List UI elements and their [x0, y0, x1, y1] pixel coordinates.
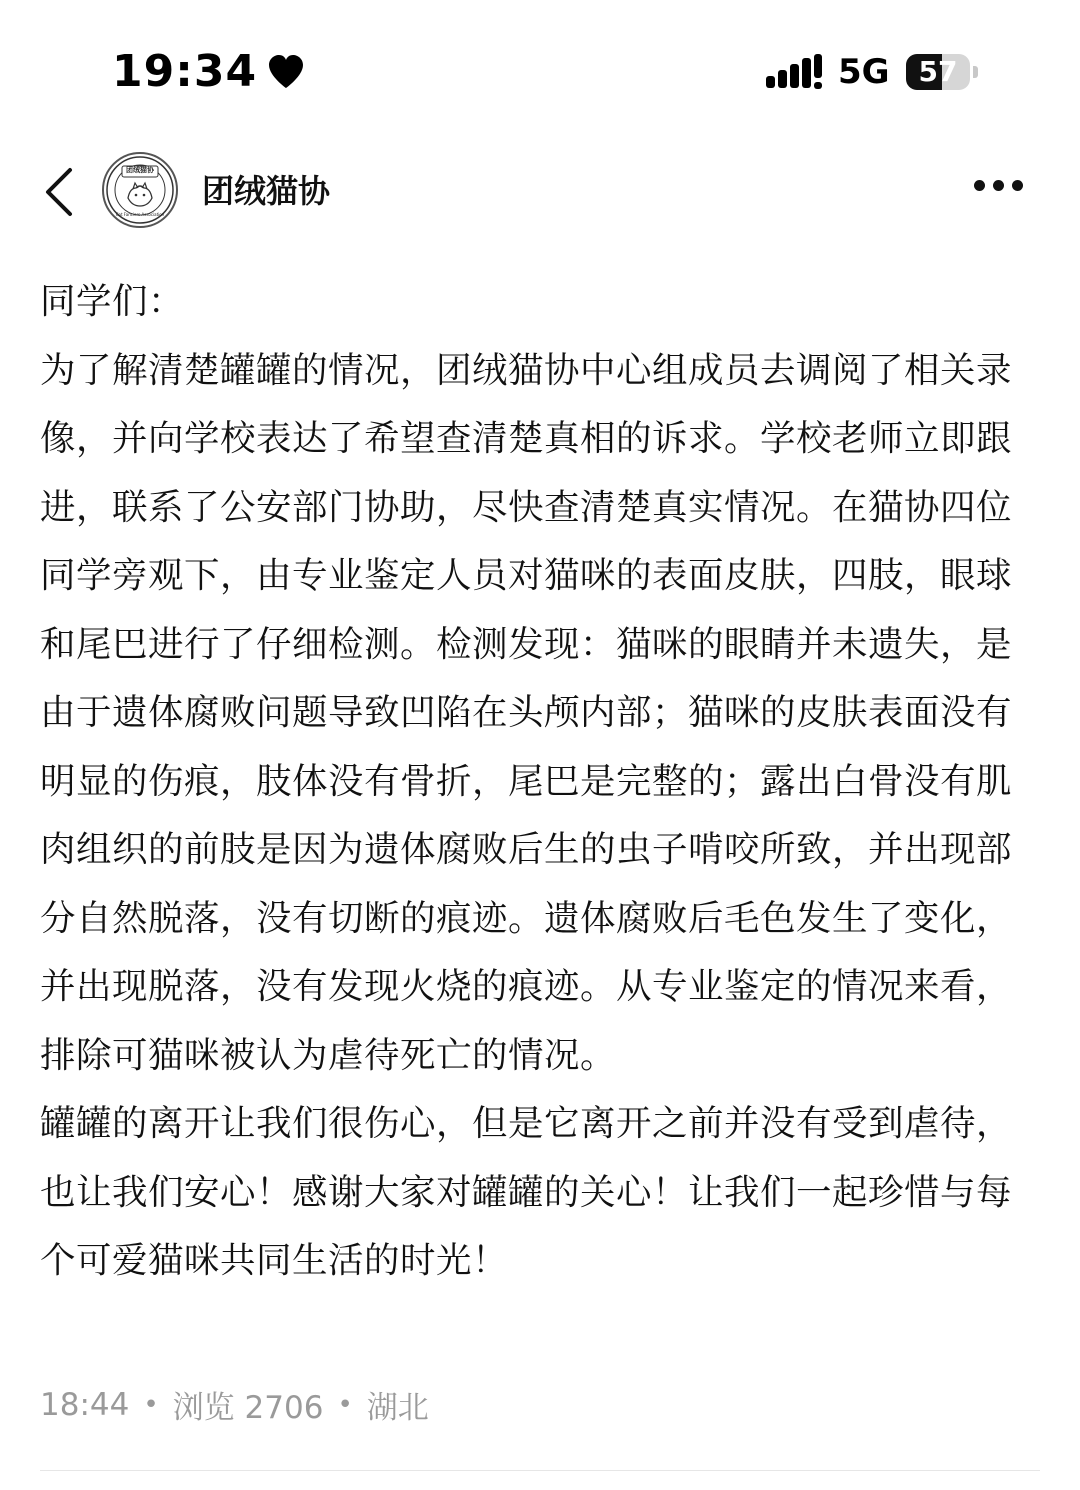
avatar[interactable] — [102, 152, 178, 228]
back-icon — [48, 170, 70, 214]
view-count: 浏览 2706 — [172, 1390, 324, 1426]
network-type: 5G — [838, 52, 890, 92]
avatar-ring-text: Cat Fanciers Association — [115, 212, 165, 217]
more-icon — [974, 180, 985, 191]
divider — [40, 1470, 1040, 1471]
post-paragraph: 罐罐的离开让我们很伤心，但是它离开之前并没有受到虐待，也让我们安心！感谢大家对罐罐的关心！让我们一起珍惜与每个可爱猫咪共同生活的时光！ — [40, 1103, 1013, 1281]
post-time: 18:44 — [40, 1386, 130, 1423]
post-location: 湖北 — [366, 1390, 429, 1426]
status-time — [112, 46, 305, 97]
back-button[interactable] — [40, 164, 84, 220]
heart-icon — [267, 54, 305, 90]
signal-icon — [766, 54, 824, 90]
post-header — [0, 140, 1080, 250]
battery-level: 57 — [918, 55, 958, 88]
more-button[interactable] — [974, 176, 1034, 204]
post-greeting: 同学们： — [40, 281, 185, 322]
meta-separator: • — [143, 1389, 159, 1420]
status-bar — [0, 0, 1080, 140]
post-paragraph: 为了解清楚罐罐的情况，团绒猫协中心组成员去调阅了相关录像，并向学校表达了希望查清楚真相的诉求。学校老师立即跟进，联系了公安部门协助，尽快查清楚真实情况。在猫协四位同学旁观下，由专业鉴定人员对猫咪的表面皮肤，四肢，眼球和尾巴进行了仔细检测。检测发现：猫咪的眼睛并未遗失，是由于遗体腐败问题导致凹陷在头颅内部；猫咪的皮肤表面没有明显的伤痕，肢体没有骨折，尾巴是完整的；露出白骨没有肌肉组织的前肢是因为遗体腐败后生的虫子啃咬所致，并出现部分自然脱落，没有切断的痕迹。遗体腐败后毛色发生了变化，并出现脱落，没有发现火烧的痕迹。从专业鉴定的情况来看，排除可猫咪被认为虐待死亡的情况。 — [40, 349, 1013, 1076]
meta-separator: • — [337, 1389, 353, 1420]
avatar-title: 团绒猫协 — [126, 166, 154, 174]
status-time-text: 19:34 — [112, 46, 258, 97]
account-name[interactable]: 团绒猫协 — [202, 172, 331, 210]
battery-icon — [906, 54, 978, 90]
post-content — [40, 268, 1040, 1296]
post-meta — [40, 1382, 429, 1427]
